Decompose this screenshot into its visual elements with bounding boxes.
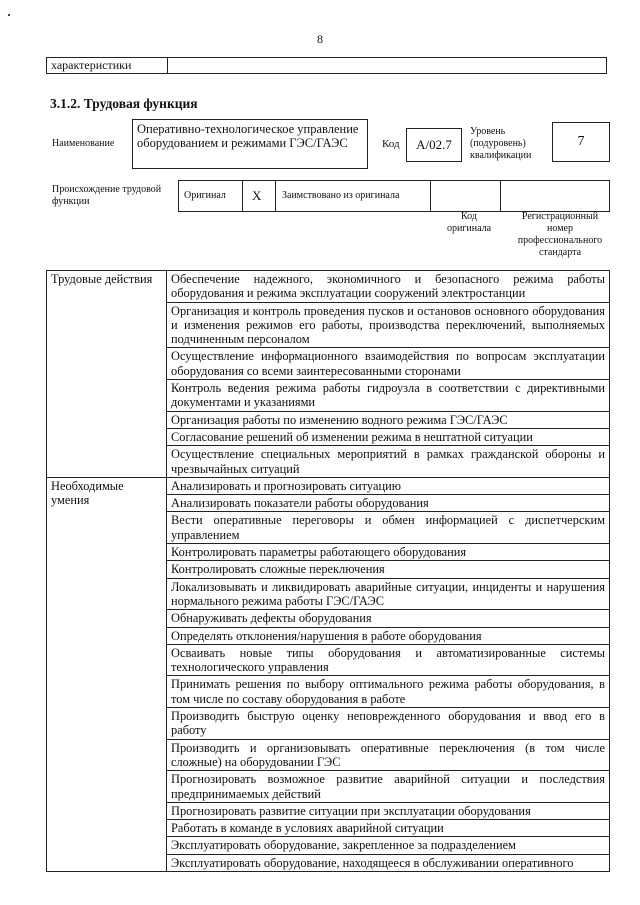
- function-code: А/02.7: [406, 128, 462, 162]
- skill-item: Анализировать и прогнозировать ситуацию: [167, 477, 610, 494]
- skill-item: Прогнозировать развитие ситуации при эксплуатации оборудования: [167, 802, 610, 819]
- name-label: Наименование: [52, 138, 115, 149]
- continued-table-row: [46, 57, 607, 74]
- original-mark: X: [252, 188, 262, 203]
- qualification-level: 7: [552, 122, 610, 162]
- origin-label: Происхождение трудовой функции: [52, 184, 162, 207]
- table-row: [47, 271, 610, 303]
- skill-item: Производить и организовывать оперативные переключения (в том числе сложные) на оборудовании ГЭС: [167, 739, 610, 771]
- qualification-level-label: Уровень (подуровень) квалификации: [470, 126, 532, 161]
- skill-item: Прогнозировать возможное развитие аварийной ситуации и последствия предпринимаемых действий: [167, 771, 610, 803]
- skill-item: Эксплуатировать оборудование, закрепленное за подразделением: [167, 837, 610, 854]
- borrowed-label: Заимствовано из оригинала: [282, 190, 400, 201]
- labor-action-item: Обеспечение надежного, экономичного и безопасного режима работы оборудования и режима эксплуатации сооружений электростанции: [167, 271, 610, 303]
- labor-action-item: Осуществление специальных мероприятий в рамках гражданской обороны и чрезвычайных ситуаций: [167, 446, 610, 478]
- registration-number-caption: Регистрационный номер профессионального стандарта: [517, 211, 603, 258]
- skill-item: Определять отклонения/нарушения в работе оборудования: [167, 627, 610, 644]
- labor-actions-title: Трудовые действия: [47, 271, 167, 478]
- characteristics-cell: характеристики: [47, 58, 168, 74]
- section-title: 3.1.2. Трудовая функция: [50, 96, 198, 111]
- origin-divider: [430, 180, 431, 212]
- origin-divider: [275, 180, 276, 212]
- skill-item: Контролировать сложные переключения: [167, 561, 610, 578]
- skill-item: Осваивать новые типы оборудования и автоматизированные системы технологического управления: [167, 644, 610, 676]
- origin-divider: [500, 180, 501, 212]
- code-label: Код: [382, 138, 400, 150]
- origin-divider: [242, 180, 243, 212]
- labor-action-item: Осуществление информационного взаимодействия по вопросам эксплуатации оборудования со всеми заинтересованными сторонами: [167, 348, 610, 380]
- function-name: Оперативно-технологическое управление оборудованием и режимами ГЭС/ГАЭС: [132, 119, 368, 169]
- skills-title: Необходимые умения: [47, 477, 167, 871]
- skill-item: Производить быструю оценку неповрежденного оборудования и ввод его в работу: [167, 708, 610, 740]
- table-row: [47, 477, 610, 494]
- page-number: 8: [317, 32, 323, 46]
- skill-item: Анализировать показатели работы оборудования: [167, 495, 610, 512]
- skill-item: Обнаруживать дефекты оборудования: [167, 610, 610, 627]
- original-label: Оригинал: [184, 190, 226, 201]
- skill-item: Вести оперативные переговоры и обмен информацией с диспетчерским управлением: [167, 512, 610, 544]
- scan-speck: [8, 14, 10, 16]
- labor-action-item: Организация и контроль проведения пусков и остановов основного оборудования и изменения режимов его работы, производства переключений, выполняемых подчиненным персоналом: [167, 302, 610, 348]
- skill-item: Локализовывать и ликвидировать аварийные ситуации, инциденты и нарушения нормального режима работы ГЭС/ГАЭС: [167, 578, 610, 610]
- labor-action-item: Организация работы по изменению водного режима ГЭС/ГАЭС: [167, 411, 610, 428]
- function-details-table: [46, 270, 610, 872]
- labor-action-item: Контроль ведения режима работы гидроузла в соответствии с директивными документами и указаниями: [167, 380, 610, 412]
- skill-item: Принимать решения по выбору оптимального режима работы оборудования, в том числе по составу оборудования в работе: [167, 676, 610, 708]
- original-code-caption: Код оригинала: [446, 211, 492, 234]
- labor-action-item: Согласование решений об изменении режима в нештатной ситуации: [167, 428, 610, 445]
- skill-item: Работать в команде в условиях аварийной ситуации: [167, 820, 610, 837]
- empty-cell: [168, 58, 607, 74]
- skill-item: Контролировать параметры работающего оборудования: [167, 544, 610, 561]
- skill-item: Эксплуатировать оборудование, находящееся в обслуживании оперативного: [167, 854, 610, 871]
